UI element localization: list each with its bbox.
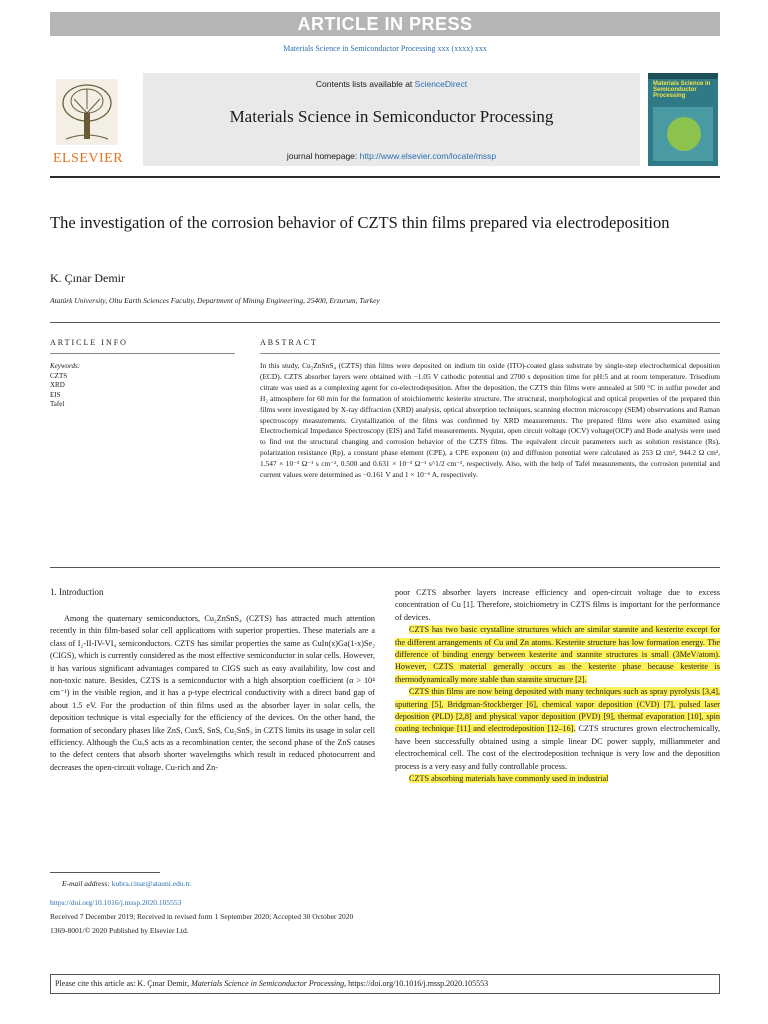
footnote-divider xyxy=(50,872,160,873)
author-affiliation: Atatürk University, Oltu Earth Sciences Faculty, Department of Mining Engineering, 25400, Erzurum, Turkey xyxy=(50,296,380,305)
cover-strip xyxy=(648,73,718,79)
abstract-heading: ABSTRACT xyxy=(260,338,318,347)
intro-paragraph-highlighted xyxy=(395,773,720,785)
article-in-press-banner: ARTICLE IN PRESS xyxy=(50,12,720,36)
section-heading-introduction: 1. Introduction xyxy=(50,587,104,597)
journal-cover-thumbnail xyxy=(648,73,718,166)
abstract-text: In this study, Cu₂ZnSnS₄ (CZTS) thin films were deposited on indium tin oxide (ITO)-coated glass substrate by single-step electrochemical deposition (ECD). CZTS absorber layers were obtained with −1.05 V cathodic potential and 2700 s deposition time for pH:5 and at room temperature. Trisodium citrate was used as a complexing agent for co-electrodeposition. After the deposition, the CZTS thin films were annealed at 500 °C in sulfur powder and H₂ atmosphere for 60 min for the formation of stoichiometric kesterite structure. The structural, morphological and optical properties of the prepared thin films were investigated by X-ray diffraction (XRD) analysis, optical absorption techniques, scanning electron microscopy (SEM) observations and Raman spectroscopy measurements. Crystallization of the films was confirmed by XRD measurements. The prepared films were also examined using Electrochemical Impedance Spectroscopy (EIS) and Tafel measurements. Nyquist, open circuit voltage (OCV) voltage(OCP) and Bode analysis were used to find out the structural changing and corrosion behavior of the CZTS films. The equivalent circuit parameters such as solution resistance (Rs), polarization resistance (Rp), a constant phase element (CPE), a CPE exponent (n) and diffusion potential were calculated as 253 Ω cm², 944.2 Ω cm², 1.547 × 10⁻³ Ω⁻¹ s cm⁻², 0.500 and 0.631 × 10⁻³ Ω⁻¹ s^1/2 cm⁻², respectively. Also, with the help of Tafel measurements, the corrosion potential and current values were determined as −0.161 V and 1 × 10⁻⁶ A, respectively. xyxy=(260,361,720,480)
keyword-item: CZTS xyxy=(50,371,68,380)
intro-paragraph: poor CZTS absorber layers increase efficiency and open-circuit voltage due to excess concentration of Cu [1]. Therefore, stoichiometry in CZTS films is important for the performance of devices. xyxy=(395,588,720,622)
cite-prefix: Please cite this article as: K. Çınar Demir, xyxy=(55,979,192,988)
intro-paragraph xyxy=(395,686,720,773)
keywords-label: Keywords: xyxy=(50,362,81,370)
copyright-notice: 1369-8001/© 2020 Published by Elsevier Ltd. xyxy=(50,926,189,935)
article-info-heading: ARTICLE INFO xyxy=(50,338,128,347)
highlighted-text: CZTS has two basic crystalline structures which are similar stannite and kesterite except for the different arrangements of Cu and Zn atoms. Kesterite structure has low formation energy. The difference of binding energy between kesterite and stannite structures is small (3MeV/atom). However, CZTS material generally occurs as the kesterite phase because kesterite is thermodynamically more stable than stannite structure [2]. xyxy=(395,625,720,684)
article-info-rule xyxy=(50,353,235,354)
contents-line xyxy=(143,79,640,89)
cover-artwork xyxy=(653,107,713,161)
info-divider xyxy=(50,322,720,323)
journal-reference: Materials Science in Semiconductor Processing xxx (xxxx) xxx xyxy=(283,44,487,53)
body-divider xyxy=(50,567,720,568)
journal-info-box xyxy=(143,73,640,166)
keyword-item: XRD xyxy=(50,381,65,390)
citation-box xyxy=(50,974,720,994)
doi-link[interactable]: https://doi.org/10.1016/j.mssp.2020.105553 xyxy=(50,898,182,907)
keyword-item: EIS xyxy=(50,390,61,399)
homepage-line xyxy=(143,151,640,161)
cover-graphic xyxy=(667,117,701,151)
homepage-prefix: journal homepage: xyxy=(286,151,360,161)
cite-journal: Materials Science in Semiconductor Processing xyxy=(191,979,345,988)
paragraph-text: CZTS structures grown electrochemically, have been successfully obtained using a simple linear DC power supply, milliammeter and electrochemical cell. The cost of the electrodeposition technique is very low and the deposition process is a very easy and fully controllable process. xyxy=(395,724,720,771)
intro-left-column: Among the quaternary semiconductors, Cu₂ZnSnS₄ (CZTS) has attracted much attention recently in thin film-based solar cell applications with superior properties. These materials are a class of I₂-II-IV-VI₄ semiconductors. CZTS has similar properties the same as CuIn(x)Ga(1-x)Se₂ (CIGS), which is currently considered as the most effective semiconductor in solar cells. However, it has various significant advantages compared to CIGS such as easy availability, low cost and non-toxic nature. Besides, CZTS is a semiconductor with a high absorption coefficient (α > 10⁴ cm⁻¹) in the visible region, and it has a p-type electrical conductivity with a direct band gap of about 1.5 eV. For the production of thin films used as the absorber layer in solar cells, the deposition technique is vital especially for the efficiency of the devices. On the other hand, the formation of secondary phases like ZnS, CuxS, SnS, Cu₂SnS₃ in CZTS limits its usage in solar cell efficiency. Although the CuₓS acts as a recombination center, the second phase of the ZnS causes to the defect centers that absorb shorter wavelengths which result in reduced photocurrent and decreases the open-circuit voltage. Cu-rich and Zn- xyxy=(50,614,375,772)
journal-title: Materials Science in Semiconductor Processing xyxy=(229,107,554,126)
header-divider xyxy=(50,176,720,178)
cover-title: Materials Science in Semiconductor Processing xyxy=(653,81,711,99)
elsevier-logo xyxy=(50,79,126,167)
sciencedirect-link[interactable]: ScienceDirect xyxy=(414,79,468,89)
highlighted-text: CZTS absorbing materials have commonly used in industrial xyxy=(409,774,609,784)
elsevier-tree-icon xyxy=(56,79,118,145)
author-name: K. Çınar Demir xyxy=(50,271,125,285)
keywords-list xyxy=(50,362,80,410)
intro-paragraph-highlighted xyxy=(395,624,720,686)
intro-right-column xyxy=(395,587,720,786)
author-email-link[interactable]: kubra.cinar@atauni.edu.tr. xyxy=(111,879,192,888)
author-email-line xyxy=(62,879,192,888)
abstract-rule xyxy=(260,353,720,354)
highlighted-text: CZTS thin films are now being deposited with many techniques such as spray pyrolysis [3,4], sputtering [5], Bridgman-Stockberger [6], chemical vapor deposition (CVD) [7], pulsed laser deposition (PLD) [2,8] and physical vapor deposition (PVD) [9], thermal evaporation [10], spin coating technique [11] and electrodeposition [12–16]. xyxy=(395,687,720,734)
keyword-item: Tafel xyxy=(50,400,65,409)
article-title: The investigation of the corrosion behavior of CZTS thin films prepared via electrodeposition xyxy=(50,213,670,232)
elsevier-wordmark: ELSEVIER xyxy=(52,151,124,166)
cite-suffix: , https://doi.org/10.1016/j.mssp.2020.105553 xyxy=(344,979,489,988)
received-dates: Received 7 December 2019; Received in revised form 1 September 2020; Accepted 30 October 2020 xyxy=(50,912,354,921)
contents-prefix: Contents lists available at xyxy=(315,79,415,89)
homepage-link[interactable]: http://www.elsevier.com/locate/mssp xyxy=(359,151,497,161)
journal-header xyxy=(50,73,720,166)
doi-line xyxy=(50,898,181,907)
email-label: E-mail address: xyxy=(62,879,112,888)
